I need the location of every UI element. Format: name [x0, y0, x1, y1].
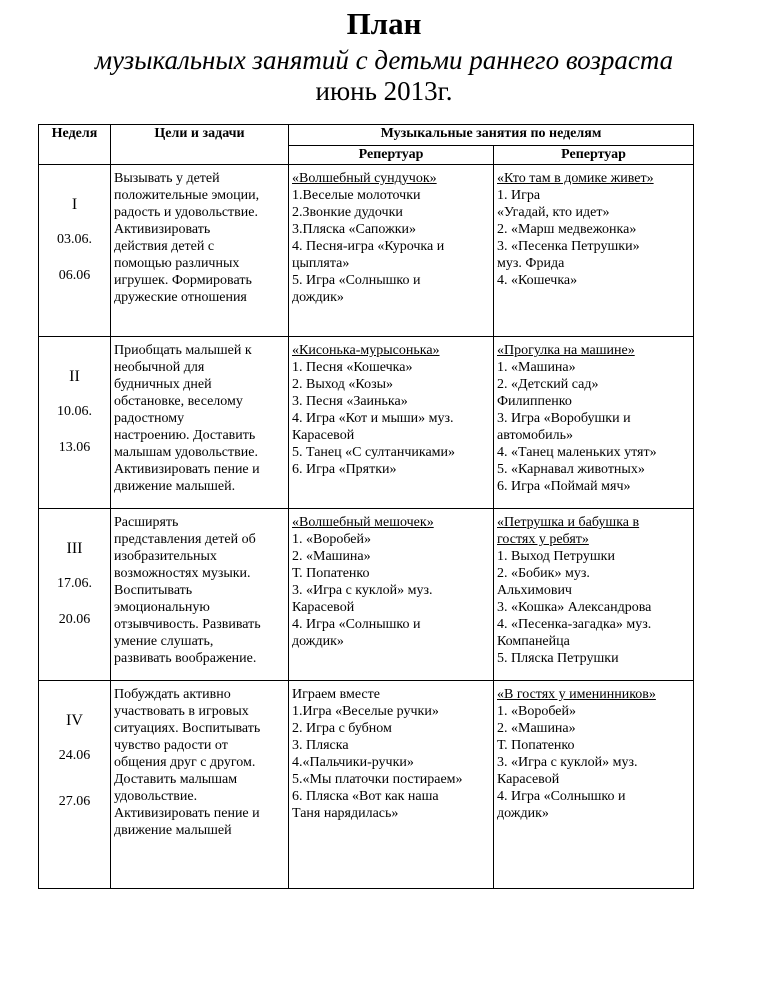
repertoire-title: «Прогулка на машине» — [497, 343, 635, 358]
header-row — [39, 125, 694, 146]
repertoire-title: «Волшебный сундучок» — [292, 171, 437, 186]
table-row — [39, 337, 694, 509]
week-cell — [39, 337, 111, 509]
repertoire-title: «Кисонька-мурысонька» — [292, 343, 440, 358]
subheader-repertoire-1: Репертуар — [289, 146, 494, 165]
page-subtitle: музыкальных занятий с детьми раннего возраста — [94, 45, 674, 75]
page-month: июнь 2013г. — [315, 76, 453, 106]
repertoire-cell-1 — [289, 165, 494, 337]
repertoire-title: «Волшебный мешочек» — [292, 515, 434, 530]
table-row — [39, 681, 694, 889]
repertoire-items: 1.Веселые молоточки 2.Звонкие дудочки 3.Пляска «Сапожки» 4. Песня-игра «Курочка и цыплята» 5. Игра «Солнышко и дождик» — [292, 188, 445, 305]
repertoire-cell-1 — [289, 337, 494, 509]
header-lessons: Музыкальные занятия по неделям — [289, 125, 694, 146]
repertoire-items: 1. «Воробей» 2. «Машина» Т. Попатенко 3. «Игра с куклой» муз. Карасевой 4. Игра «Солнышко и дождик» — [497, 704, 638, 821]
repertoire-cell-1 — [289, 681, 494, 889]
goals-text: Побуждать активно участвовать в игровых ситуациях. Воспитывать чувство радости от общения друг с другом. Доставить малышам удовольствие. Активизировать пение и движение малышей — [114, 687, 261, 838]
week-date-start: 17.06. — [57, 576, 92, 591]
header-goals: Цели и задачи — [111, 125, 289, 165]
goals-text: Расширять представления детей об изобразительных возможностях музыки. Воспитывать эмоциональную отзывчивость. Развивать умение слушать, развивать воображение. — [114, 515, 261, 666]
repertoire-title: «Кто там в домике живет» — [497, 171, 654, 186]
repertoire-items: 1. «Воробей» 2. «Машина» Т. Попатенко 3. «Игра с куклой» муз. Карасевой 4. Игра «Солнышко и дождик» — [292, 532, 433, 649]
week-cell — [39, 681, 111, 889]
repertoire-cell-2 — [494, 165, 694, 337]
week-number: I — [71, 196, 78, 213]
week-date-start: 24.06 — [58, 748, 91, 763]
repertoire-cell-2 — [494, 337, 694, 509]
plan-table — [38, 124, 694, 889]
week-number: II — [69, 368, 80, 385]
repertoire-title: «В гостях у именинников» — [497, 687, 656, 702]
week-number: III — [66, 540, 83, 557]
goals-cell — [111, 337, 289, 509]
repertoire-items: 1. Игра «Угадай, кто идет» 2. «Марш медвежонка» 3. «Песенка Петрушки» муз. Фрида 4. «Кошечка» — [497, 188, 640, 288]
week-cell — [39, 165, 111, 337]
repertoire-cell-1 — [289, 509, 494, 681]
week-date-start: 03.06. — [57, 232, 92, 247]
goals-text: Вызывать у детей положительные эмоции, радость и удовольствие. Активизировать действия детей с помощью различных игрушек. Формировать дружеские отношения — [114, 171, 260, 305]
subheader-repertoire-2: Репертуар — [494, 146, 694, 165]
goals-text: Приобщать малышей к необычной для будничных дней обстановке, веселому радостному настроению. Доставить малышам удовольствие. Активизировать пение и движение малышей. — [114, 343, 260, 494]
repertoire-items: 1. «Машина» 2. «Детский сад» Филиппенко 3. Игра «Воробушки и автомобиль» 4. «Танец маленьких утят» 5. «Карнавал животных» 6. Игра «Поймай мяч» — [497, 360, 657, 494]
week-cell — [39, 509, 111, 681]
goals-cell — [111, 165, 289, 337]
repertoire-items: 1. Выход Петрушки 2. «Бобик» муз. Альхимович 3. «Кошка» Александрова 4. «Песенка-загадка» муз. Компанейца 5. Пляска Петрушки — [497, 549, 652, 666]
repertoire-cell-2 — [494, 681, 694, 889]
week-date-end: 06.06 — [58, 268, 91, 283]
week-date-start: 10.06. — [57, 404, 92, 419]
table-row — [39, 509, 694, 681]
week-date-end: 13.06 — [58, 440, 91, 455]
week-number: IV — [66, 712, 83, 729]
header-week: Неделя — [39, 125, 111, 165]
page-title: План — [346, 6, 422, 41]
week-date-end: 20.06 — [58, 612, 91, 627]
repertoire-items: 1.Игра «Веселые ручки» 2. Игра с бубном 3. Пляска 4.«Пальчики-ручки» 5.«Мы платочки постираем» 6. Пляска «Вот как наша Таня нарядилась» — [292, 704, 463, 821]
repertoire-items: 1. Песня «Кошечка» 2. Выход «Козы» 3. Песня «Заинька» 4. Игра «Кот и мыши» муз. Карасевой 5. Танец «С султанчиками» 6. Игра «Прятки» — [292, 360, 456, 477]
goals-cell — [111, 681, 289, 889]
table-row — [39, 165, 694, 337]
week-date-end: 27.06 — [58, 794, 91, 809]
repertoire-title: Играем вместе — [292, 687, 380, 702]
repertoire-cell-2 — [494, 509, 694, 681]
repertoire-title: «Петрушка и бабушка в гостях у ребят» — [497, 515, 640, 547]
goals-cell — [111, 509, 289, 681]
